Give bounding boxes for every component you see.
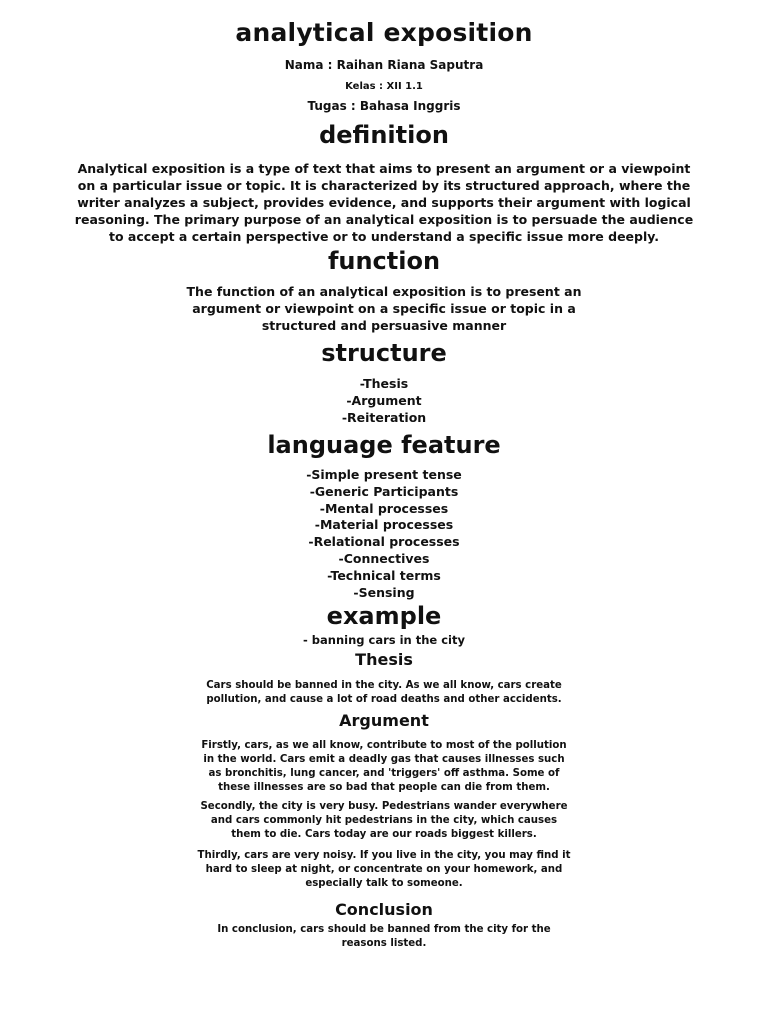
- thesis-paragraph: [0, 679, 768, 707]
- list-item: -Thesis: [359, 376, 409, 391]
- argument-line: hard to sleep at night, or concentrate on your homework, and: [205, 864, 563, 875]
- function-heading: function: [327, 247, 441, 275]
- argument-line: Firstly, cars, as we all know, contribute to most of the pollution: [201, 740, 567, 751]
- argument-line: Thirdly, cars are very noisy. If you live in the city, you may find it: [197, 850, 571, 861]
- argument-paragraph-3: [0, 849, 768, 891]
- argument-line: Secondly, the city is very busy. Pedestrians wander everywhere: [200, 801, 568, 812]
- conclusion-heading: Conclusion: [335, 900, 433, 919]
- argument-line: these illnesses are so bad that people can die from them.: [218, 782, 550, 793]
- thesis-line: Cars should be banned in the city. As we all know, cars create: [206, 680, 562, 691]
- list-item: -Generic Participants: [309, 483, 459, 499]
- list-item: -Connectives: [338, 550, 430, 566]
- thesis-heading: Thesis: [355, 650, 413, 669]
- argument-line: them to die. Cars today are our roads biggest killers.: [231, 829, 537, 840]
- structure-heading: structure: [321, 339, 447, 367]
- assignment-info: Tugas : Bahasa Inggris: [307, 99, 461, 113]
- function-line: structured and persuasive manner: [261, 318, 507, 333]
- example-heading: example: [326, 602, 442, 630]
- structure-list: [0, 376, 768, 426]
- list-item: -Relational processes: [308, 534, 460, 550]
- conclusion-line: reasons listed.: [341, 938, 427, 949]
- definition-heading: definition: [319, 121, 449, 149]
- language-feature-heading: language feature: [267, 431, 501, 459]
- function-line: argument or viewpoint on a specific issue or topic in a: [192, 301, 576, 316]
- list-item: -Reiteration: [341, 409, 427, 425]
- conclusion-paragraph: [0, 923, 768, 951]
- function-paragraph: [0, 283, 768, 334]
- argument-paragraph-1: [0, 739, 768, 795]
- thesis-line: pollution, and cause a lot of road deaths and other accidents.: [206, 694, 562, 705]
- author-name: Nama : Raihan Riana Saputra: [284, 58, 484, 72]
- document-title: analytical exposition: [235, 18, 533, 47]
- definition-paragraph: [0, 160, 768, 245]
- list-item: -Mental processes: [319, 500, 449, 516]
- argument-line: as bronchitis, lung cancer, and 'triggers' off asthma. Some of: [208, 768, 560, 779]
- argument-line: and cars commonly hit pedestrians in the city, which causes: [210, 815, 558, 826]
- list-item: -Simple present tense: [306, 467, 462, 482]
- definition-line: on a particular issue or topic. It is characterized by its structured approach, where the: [77, 178, 691, 193]
- argument-heading: Argument: [339, 711, 429, 730]
- definition-line: writer analyzes a subject, provides evidence, and supports their argument with logical: [77, 195, 691, 210]
- argument-line: especially talk to someone.: [305, 878, 463, 889]
- function-line: The function of an analytical exposition is to present an: [186, 284, 582, 299]
- list-item: -Material processes: [314, 517, 454, 533]
- example-topic: - banning cars in the city: [303, 633, 465, 647]
- list-item: -Argument: [346, 392, 422, 408]
- argument-line: in the world. Cars emit a deadly gas that causes illnesses such: [203, 754, 565, 765]
- definition-line: Analytical exposition is a type of text that aims to present an argument or a viewpoint: [77, 161, 691, 176]
- definition-line: reasoning. The primary purpose of an analytical exposition is to persuade the audience: [74, 212, 694, 227]
- list-item: -Technical terms: [327, 567, 441, 583]
- definition-line: to accept a certain perspective or to understand a specific issue more deeply.: [108, 229, 660, 244]
- language-feature-list: [0, 467, 768, 601]
- list-item: -Sensing: [353, 584, 415, 600]
- argument-paragraph-2: [0, 800, 768, 842]
- conclusion-line: In conclusion, cars should be banned from the city for the: [217, 924, 551, 935]
- class-info: Kelas : XII 1.1: [345, 81, 423, 92]
